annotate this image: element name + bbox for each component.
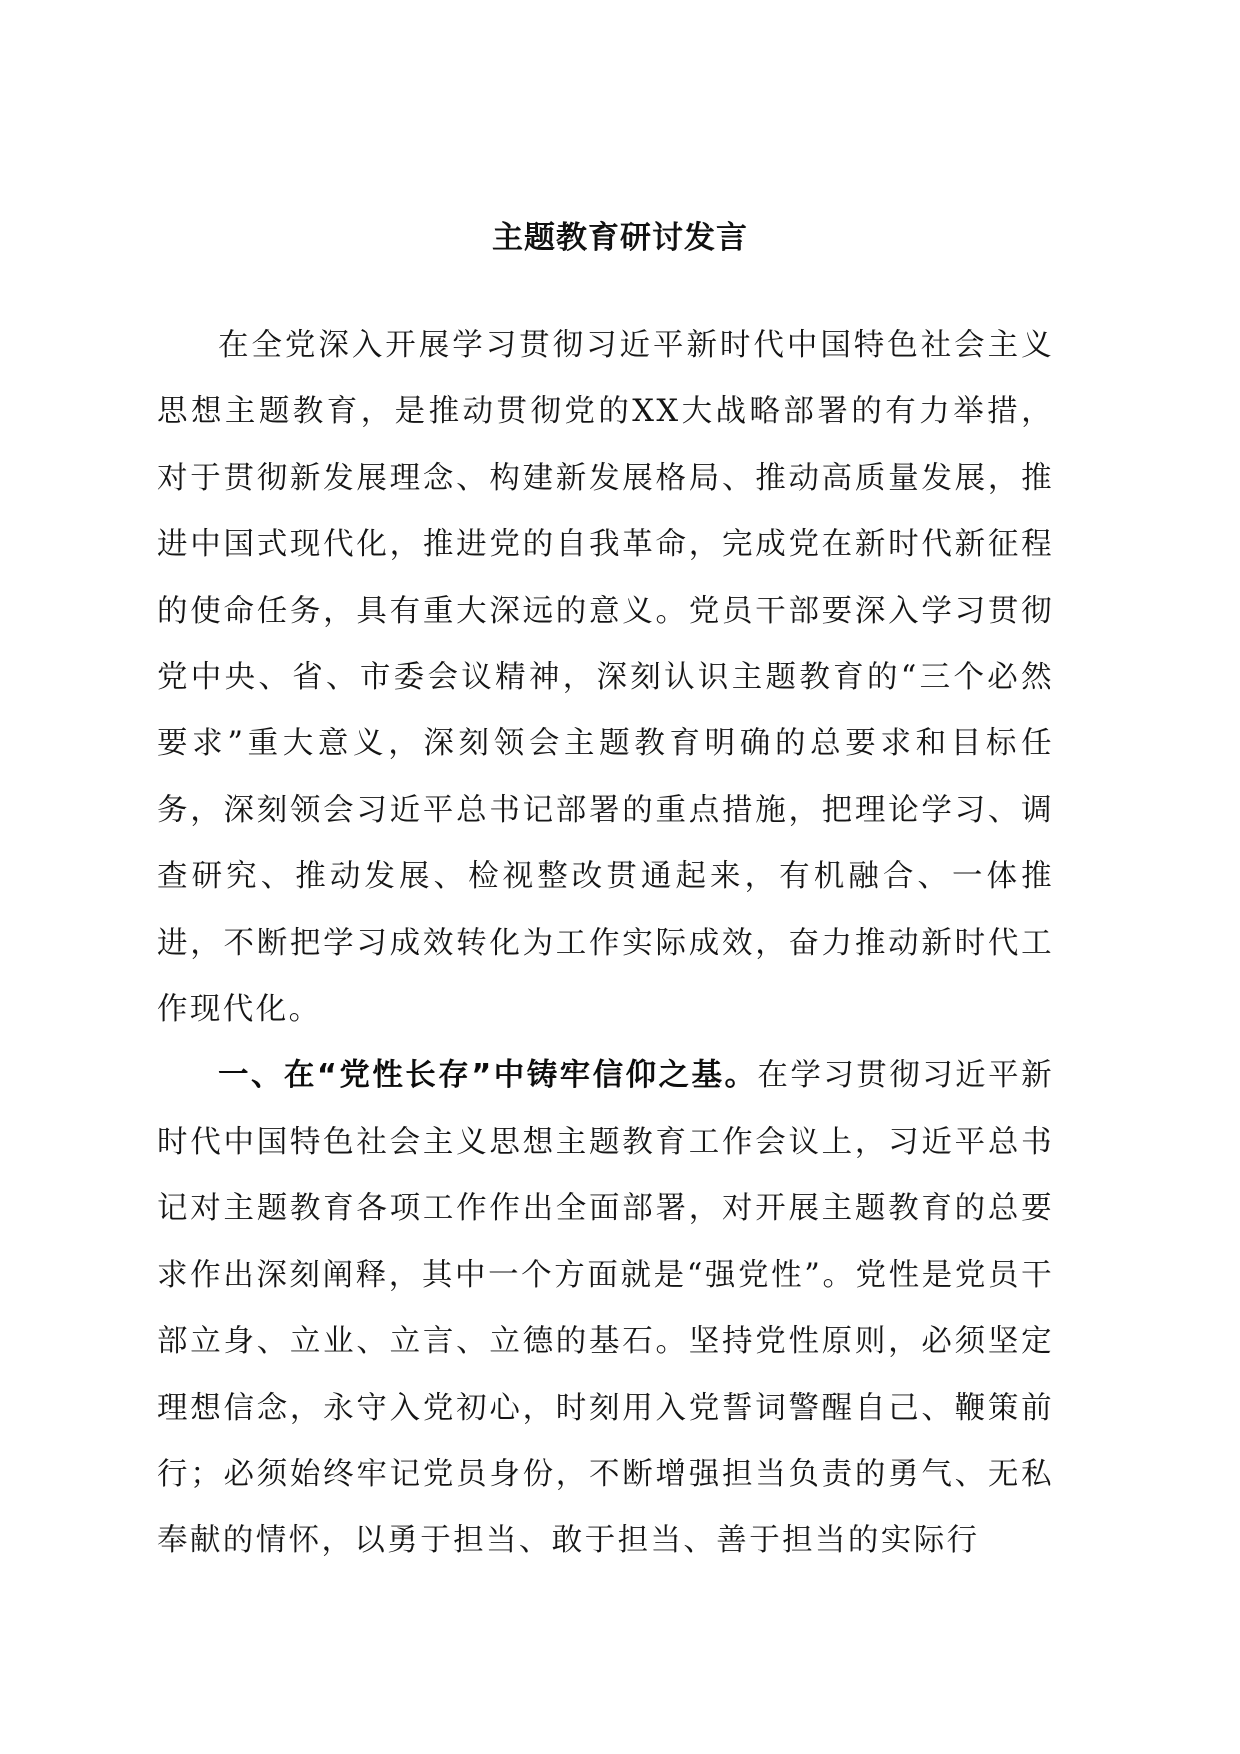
section-1-paragraph — [157, 1043, 1054, 1574]
intro-paragraph: 在全党深入开展学习贯彻习近平新时代中国特色社会主义思想主题教育，是推动贯彻党的XX大战略部署的有力举措，对于贯彻新发展理念、构建新发展格局、推动高质量发展，推进中国式现代化，推进党的自我革命，完成党在新时代新征程的使命任务，具有重大深远的意义。党员干部要深入学习贯彻党中央、省、市委会议精神，深刻认识主题教育的“三个必然要求”重大意义，深刻领会主题教育明确的总要求和目标任务，深刻领会习近平总书记部署的重点措施，把理论学习、调查研究、推动发展、检视整改贯通起来，有机融合、一体推进，不断把学习成效转化为工作实际成效，奋力推动新时代工作现代化。 — [157, 328, 1054, 1028]
document-body — [157, 313, 1054, 1575]
document-title: 主题教育研讨发言 — [492, 220, 748, 256]
section-1-body: 在学习贯彻习近平新时代中国特色社会主义思想主题教育工作会议上，习近平总书记对主题教育各项工作作出全面部署，对开展主题教育的总要求作出深刻阐释，其中一个方面就是“强党性”。党性是党员干部立身、立业、立言、立德的基石。坚持党性原则，必须坚定理想信念，永守入党初心，时刻用入党誓词警醒自己、鞭策前行；必须始终牢记党员身份，不断增强担当负责的勇气、无私奉献的情怀，以勇于担当、敢于担当、善于担当的实际行 — [157, 1058, 1055, 1559]
section-1-heading: 一、在“党性长存”中铸牢信仰之基。 — [218, 1058, 758, 1094]
